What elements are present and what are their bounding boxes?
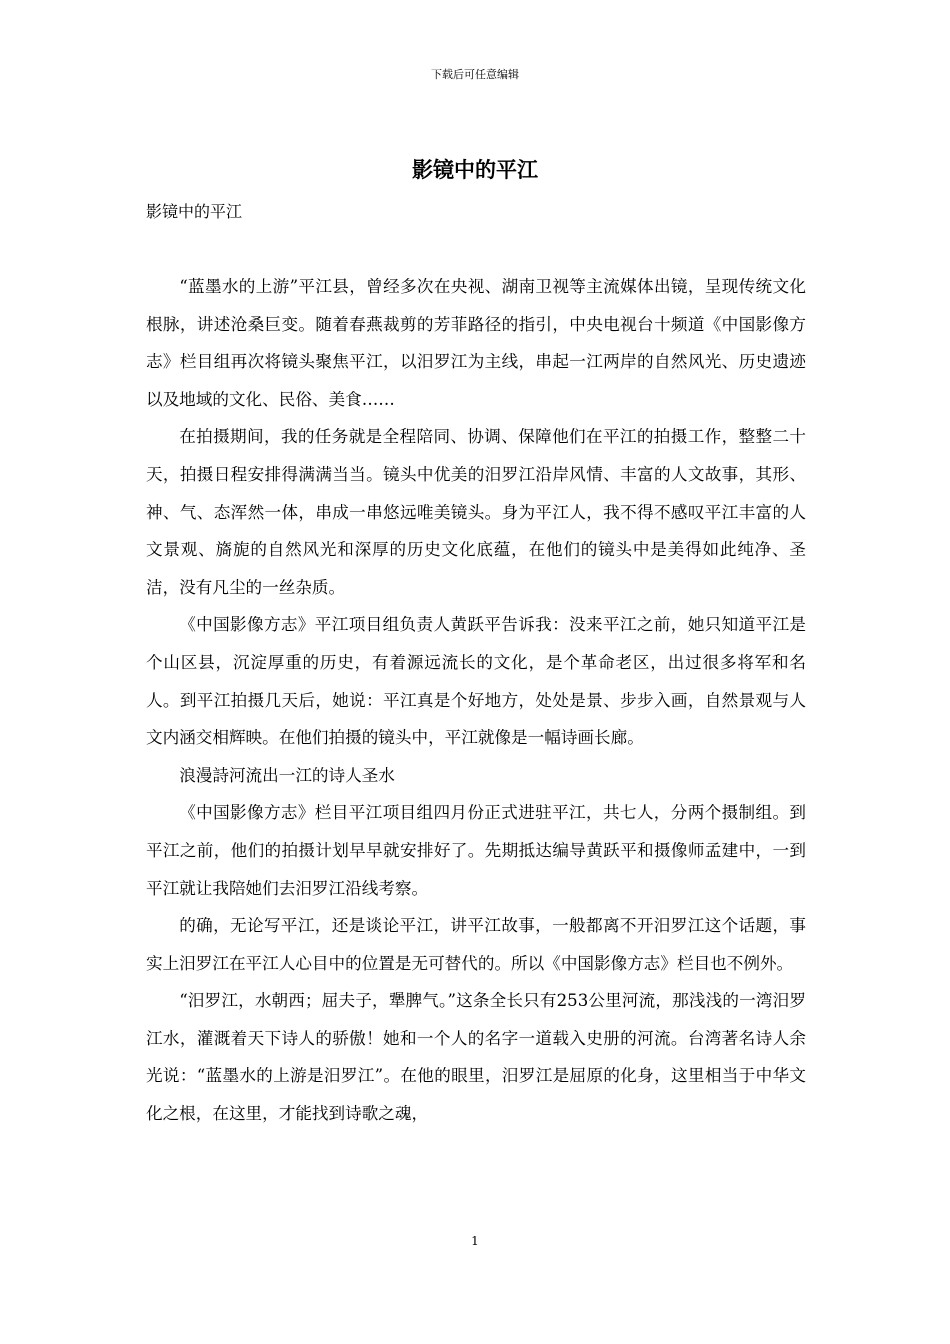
document-title: 影镜中的平江 bbox=[412, 157, 538, 182]
paragraph-2: 在拍摄期间，我的任务就是全程陪同、协调、保障他们在平江的拍摄工作，整整二十天，拍摄日程安排得满满当当。镜头中优美的汨罗江沿岸风情、丰富的人文故事，其形、神、气、态浑然一体，串成一串悠远唯美镜头。身为平江人，我不得不感叹平江丰富的人文景观、旖旎的自然风光和深厚的历史文化底蕴，在他们的镜头中是美得如此纯净、圣洁，没有凡尘的一丝杂质。 bbox=[146, 427, 806, 597]
section-heading: 浪漫詩河流出一江的诗人圣水 bbox=[179, 765, 395, 785]
document-subtitle: 影镜中的平江 bbox=[146, 202, 243, 221]
page-header: 下载后可任意编辑 bbox=[431, 68, 519, 81]
paragraph-4: 《中国影像方志》栏目平江项目组四月份正式进驻平江，共七人，分两个摄制组。到平江之前，他们的拍摄计划早早就安排好了。先期抵达编导黄跃平和摄像师孟建中，一到平江就让我陪她们去汨罗江沿线考察。 bbox=[146, 803, 806, 898]
document-body bbox=[146, 268, 806, 1133]
page-number: 1 bbox=[471, 1234, 479, 1248]
paragraph-6: “汨罗江，水朝西；屈夫子，犟脾气。”这条全长只有253公里河流，那浅浅的一湾汨罗江水，灌溉着天下诗人的骄傲！她和一个人的名字一道载入史册的河流。台湾著名诗人余光说：“蓝墨水的上游是汨罗江”。在他的眼里，汨罗江是屈原的化身，这里相当于中华文化之根，在这里，才能找到诗歌之魂， bbox=[146, 991, 806, 1124]
paragraph-3: 《中国影像方志》平江项目组负责人黄跃平告诉我：没来平江之前，她只知道平江是个山区县，沉淀厚重的历史，有着源远流长的文化，是个革命老区，出过很多将军和名人。到平江拍摄几天后，她说：平江真是个好地方，处处是景、步步入画，自然景观与人文内涵交相辉映。在他们拍摄的镜头中，平江就像是一幅诗画长廊。 bbox=[146, 615, 806, 748]
paragraph-1: “蓝墨水的上游”平江县，曾经多次在央视、湖南卫视等主流媒体出镜，呈现传统文化根脉，讲述沧桑巨变。随着春燕裁剪的芳菲路径的指引，中央电视台十频道《中国影像方志》栏目组再次将镜头聚焦平江，以汨罗江为主线，串起一江两岸的自然风光、历史遗迹以及地域的文化、民俗、美食…… bbox=[146, 277, 806, 409]
paragraph-5: 的确，无论写平江，还是谈论平江，讲平江故事，一般都离不开汨罗江这个话题，事实上汨罗江在平江人心目中的位置是无可替代的。所以《中国影像方志》栏目也不例外。 bbox=[146, 916, 806, 973]
